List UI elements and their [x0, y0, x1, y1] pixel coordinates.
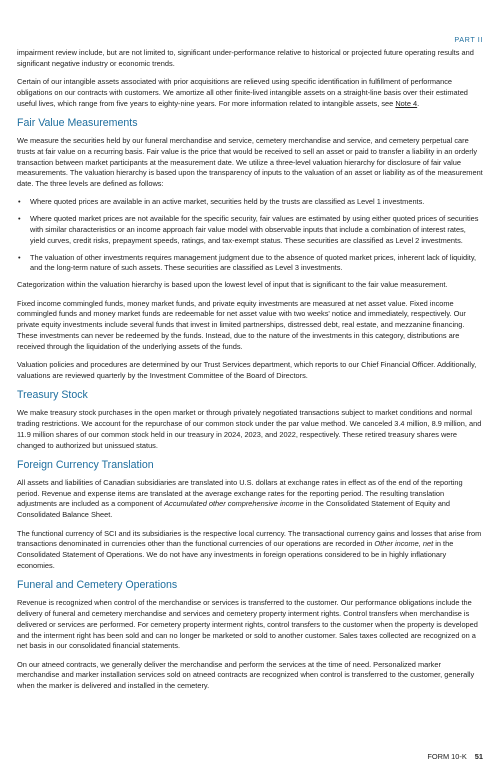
other-income-term: Other income, net — [374, 539, 434, 549]
foreign-text-end: in the Consolidated Statement of Equity and Consolidated Balance Sheet. — [17, 499, 451, 520]
level-list — [17, 197, 483, 274]
document-body — [17, 48, 483, 700]
bullet-icon: • — [18, 197, 21, 207]
treasury-heading: Treasury Stock — [17, 389, 88, 402]
note-4-link[interactable]: Note 4 — [395, 98, 418, 108]
funeral-cemetery-heading: Funeral and Cemetery Operations — [17, 579, 178, 592]
fair-value-heading: Fair Value Measurements — [17, 116, 138, 129]
page-number: 51 — [474, 752, 483, 761]
fair-value-paragraph-2: Categorization within the valuation hierarchy is based upon the lowest level of input that is significant to the fair value measurement. — [17, 280, 448, 290]
foreign-currency-heading: Foreign Currency Translation — [17, 458, 154, 471]
treasury-paragraph: We make treasury stock purchases in the open market or through privately negotiated transactions subject to market conditions and normal trading restrictions. We account for the repurchase of our common stock under the par value method. We canceled 3.4 million, 8.9 million, and 11.9 million shares of our common stock held in our treasury in 2024, 2023, and 2022, respectively. These retired treasury shares were changed to authorized but unissued status. — [17, 408, 482, 450]
foreign-paragraph-2 — [17, 529, 483, 572]
bullet-icon: • — [18, 214, 21, 224]
part-label: PART II — [454, 35, 483, 44]
funeral-paragraph-1: Revenue is recognized when control of the merchandise or services is transferred to the customer. Our performance obligations include the delivery of funeral and cemetery merchandise and services and cemetery property interment rights. Control transfers when merchandise is delivered or services are performed. For cemetery property interment rights, control transfers to the customer when the property is developed and the interment right has been sold and can no longer be marketed or sold to another customer. Sales taxes collected are recognized on a net basis in our consolidated financial statements. — [17, 598, 478, 651]
bullet-icon: • — [18, 252, 21, 262]
foreign-text-2-end: in the Consolidated Statement of Operations. We do not have any investments in foreign operations considered to be in highly inflationary economies. — [17, 539, 454, 570]
form-label: FORM 10-K — [427, 752, 467, 761]
list-item — [17, 197, 483, 208]
fair-value-paragraph-3: Fixed income commingled funds, money market funds, and private equity investments are measured at net asset value. Fixed income commingled funds and money market funds are redeemable for net asset value with two weeks' notice and immediately, respectively. Our private equity investments include several funds that invest in limited partnerships, distressed debt, real estate, and mezzanine financing. These investments can never be redeemed by the funds. Instead, due to the nature of the investments in this category, distributions are received through the liquidation of the underlying assets of the funds. — [17, 298, 466, 351]
list-item-text: Where quoted market prices are not available for the specific security, fair values are estimated by using either quoted prices of securities with similar characteristics or an income approach fair value model with observable inputs that include a combination of interest rates, yield curves, credit risks, prepayment speeds, ratings, and tax-exempt status. These securities are classified as Level 2 investments. — [30, 214, 479, 245]
list-item-text: Where quoted prices are available in an active market, securities held by the trusts are classified as Level 1 investments. — [30, 197, 425, 207]
intro-text-end: . — [417, 98, 420, 108]
intro-paragraph-1: impairment review include, but are not limited to, significant under-performance relative to historical or projected future operating results and significant negative industry or economic trends. — [17, 48, 474, 68]
foreign-text: All assets and liabilities of Canadian subsidiaries are translated into U.S. dollars at exchange rates in effect as of the end of the reporting period. Revenue and expense items are translated at the average exchange rates for the reporting period. The resulting translation adjustments are included as a component of — [17, 477, 463, 509]
page-footer — [427, 752, 483, 761]
foreign-text-2: The functional currency of SCI and its subsidiaries is the respective local currency. The transactional currency gains and losses that arise from transactions denominated in currencies other than the functional currencies of our operations are recorded in — [17, 528, 482, 549]
intro-paragraph-2 — [17, 77, 483, 109]
list-item — [17, 253, 483, 275]
intro-text: Certain of our intangible assets associated with prior acquisitions are relieved using specific identification in fulfillment of performance obligations on our contracts with customers. We amortize all other finite-lived intangible assets on a straight-line basis over their estimated useful lives, which range from five years to eighty-nine years. For more information related to intangible assets, see — [17, 77, 468, 108]
aoci-term: Accumulated other comprehensive income — [164, 499, 304, 509]
fair-value-paragraph-1: We measure the securities held by our funeral merchandise and service, cemetery merchandise and service, and cemetery perpetual care trusts at fair value on a recurring basis. Fair value is the price that would be received to sell an asset or paid to transfer a liability in an orderly transaction between market participants at the measurement date. We utilize a three-level valuation hierarchy for disclosure of fair value measurements. The valuation hierarchy is based upon the transparency of inputs to the valuation of an asset or liability as of the measurement date. The three levels are defined as follows: — [17, 135, 483, 189]
funeral-paragraph-2: On our atneed contracts, we generally deliver the merchandise and perform the services at the time of need. Personalized marker merchandise and marker installation services sold on atneed contracts are recognized when control is transferred to the customer, generally when the marker is delivered and installed in the cemetery. — [17, 659, 475, 691]
list-item-text: The valuation of other investments requires management judgment due to the absence of quoted market prices, inherent lack of liquidity, and the long-term nature of such assets. These securities are classified as Level 3 investments. — [30, 252, 477, 273]
fair-value-paragraph-4: Valuation policies and procedures are determined by our Trust Services department, which reports to our Chief Financial Officer. Additionally, valuations are reviewed quarterly by the Investment Committee of the Board of Directors. — [17, 360, 477, 380]
foreign-paragraph-1 — [17, 478, 483, 521]
list-item — [17, 214, 483, 246]
